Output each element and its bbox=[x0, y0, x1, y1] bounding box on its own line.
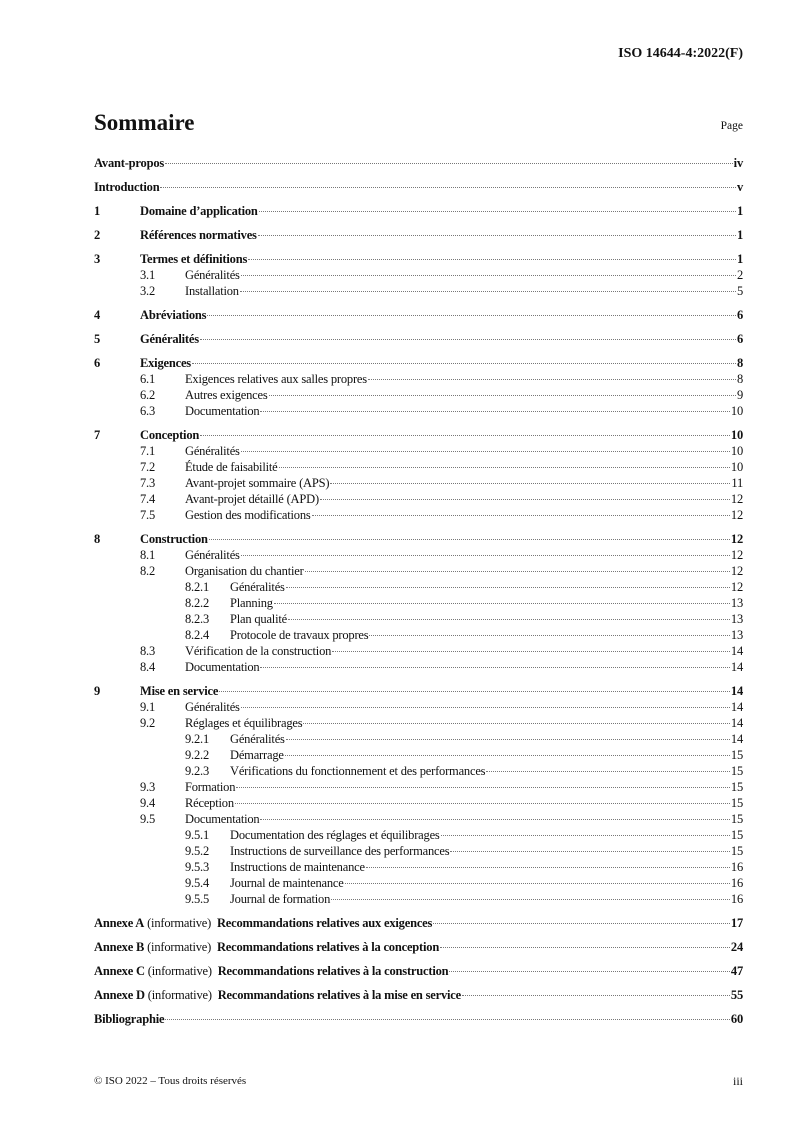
toc-number: 2 bbox=[94, 228, 101, 242]
toc-title: Recommandations relatives à la construction bbox=[217, 964, 449, 978]
toc-page: 12 bbox=[730, 508, 743, 522]
dot-leader bbox=[345, 883, 730, 884]
toc-title: Termes et définitions bbox=[140, 252, 248, 266]
toc-entry[interactable] bbox=[94, 563, 743, 579]
toc-title: Généralités bbox=[185, 268, 240, 282]
toc-title: Introduction bbox=[94, 180, 160, 194]
toc-page: 15 bbox=[730, 748, 743, 762]
dot-leader bbox=[241, 555, 730, 556]
toc-title: Généralités bbox=[185, 444, 240, 458]
toc-entry[interactable] bbox=[94, 859, 743, 875]
toc-entry[interactable] bbox=[94, 203, 743, 219]
toc-entry[interactable] bbox=[94, 403, 743, 419]
toc-title: Installation bbox=[185, 284, 239, 298]
toc-page: 9 bbox=[736, 388, 743, 402]
toc-number: 6.2 bbox=[140, 388, 156, 402]
toc-number: 9.2.2 bbox=[185, 748, 210, 762]
toc-page: 12 bbox=[730, 532, 743, 546]
page-column-label: Page bbox=[720, 120, 743, 132]
toc-entry[interactable] bbox=[94, 611, 743, 627]
dot-leader bbox=[165, 1019, 730, 1020]
toc-number: 9.5.2 bbox=[185, 844, 210, 858]
toc-entry[interactable] bbox=[94, 491, 743, 507]
dot-leader bbox=[274, 603, 730, 604]
toc-title: Documentation bbox=[185, 404, 260, 418]
toc-title: Instructions de surveillance des performances bbox=[230, 844, 450, 858]
toc-number: 7.5 bbox=[140, 508, 156, 522]
toc-title: Avant-projet détaillé (APD) bbox=[185, 492, 319, 506]
toc-entry[interactable] bbox=[94, 355, 743, 371]
toc-entry[interactable] bbox=[94, 307, 743, 323]
toc-number: 7 bbox=[94, 428, 101, 442]
toc-number: 9 bbox=[94, 684, 101, 698]
dot-leader bbox=[462, 995, 730, 996]
toc-number: 9.5.3 bbox=[185, 860, 210, 874]
toc-title: Vérification de la construction bbox=[185, 644, 332, 658]
dot-leader bbox=[288, 619, 730, 620]
toc-page: 14 bbox=[730, 716, 743, 730]
toc-number: 3 bbox=[94, 252, 101, 266]
toc-page: 15 bbox=[730, 812, 743, 826]
toc-page: 10 bbox=[730, 428, 743, 442]
toc-title: Mise en service bbox=[140, 684, 219, 698]
annex-label: Annexe A bbox=[94, 916, 145, 930]
toc-entry[interactable] bbox=[94, 659, 743, 675]
toc-entry[interactable] bbox=[94, 891, 743, 907]
toc-entry[interactable] bbox=[94, 371, 743, 387]
toc-title: Conception bbox=[140, 428, 200, 442]
toc-page: 8 bbox=[736, 372, 743, 386]
toc-entry[interactable] bbox=[94, 547, 743, 563]
toc-entry[interactable] bbox=[94, 827, 743, 843]
toc-entry[interactable] bbox=[94, 763, 743, 779]
toc-page: 15 bbox=[730, 780, 743, 794]
dot-leader bbox=[241, 451, 730, 452]
toc-number: 3.2 bbox=[140, 284, 156, 298]
toc-title: Généralités bbox=[230, 580, 285, 594]
toc-entry[interactable] bbox=[94, 843, 743, 859]
toc-page: 15 bbox=[730, 764, 743, 778]
toc-page: 14 bbox=[730, 660, 743, 674]
toc-number: 4 bbox=[94, 308, 101, 322]
dot-leader bbox=[165, 163, 733, 164]
dot-leader bbox=[331, 899, 730, 900]
annex-note: (informative) bbox=[147, 964, 212, 978]
toc-entry[interactable] bbox=[94, 643, 743, 659]
dot-leader bbox=[332, 651, 730, 652]
annex-note: (informative) bbox=[147, 916, 212, 930]
toc-entry[interactable] bbox=[94, 459, 743, 475]
toc-number: 9.2.3 bbox=[185, 764, 210, 778]
copyright: © ISO 2022 – Tous droits réservés bbox=[94, 1075, 247, 1087]
toc-page: 1 bbox=[736, 204, 743, 218]
toc-title: Références normatives bbox=[140, 228, 257, 242]
toc-entry[interactable] bbox=[94, 179, 743, 195]
toc-page: 15 bbox=[730, 844, 743, 858]
toc-entry[interactable] bbox=[94, 251, 743, 267]
toc-page: 1 bbox=[736, 252, 743, 266]
toc-page: 12 bbox=[730, 492, 743, 506]
toc-entry[interactable] bbox=[94, 747, 743, 763]
toc-page: 5 bbox=[736, 284, 743, 298]
dot-leader bbox=[320, 499, 730, 500]
toc-entry[interactable] bbox=[94, 795, 743, 811]
toc-page: 14 bbox=[730, 732, 743, 746]
toc-page: 15 bbox=[730, 828, 743, 842]
toc-page: 11 bbox=[731, 476, 743, 490]
toc-title: Généralités bbox=[140, 332, 199, 346]
toc-page: 13 bbox=[730, 628, 743, 642]
dot-leader bbox=[369, 635, 729, 636]
toc-title: Organisation du chantier bbox=[185, 564, 304, 578]
toc-title: Abréviations bbox=[140, 308, 207, 322]
dot-leader bbox=[260, 667, 729, 668]
toc-page: 13 bbox=[730, 612, 743, 626]
toc-number: 6 bbox=[94, 356, 101, 370]
toc-title: Construction bbox=[140, 532, 208, 546]
toc-title: Recommandations relatives aux exigences bbox=[216, 916, 433, 930]
toc-number: 9.5 bbox=[140, 812, 156, 826]
toc-page: v bbox=[736, 180, 743, 194]
dot-leader bbox=[486, 771, 730, 772]
toc-title: Formation bbox=[185, 780, 236, 794]
toc-entry[interactable] bbox=[94, 475, 743, 491]
toc-entry[interactable] bbox=[94, 939, 743, 955]
toc-number: 1 bbox=[94, 204, 101, 218]
toc-number: 8.2.4 bbox=[185, 628, 210, 642]
dot-leader bbox=[259, 211, 736, 212]
dot-leader bbox=[200, 339, 736, 340]
toc-entry[interactable] bbox=[94, 155, 743, 171]
toc-page: 47 bbox=[730, 964, 743, 978]
toc-title: Généralités bbox=[185, 548, 240, 562]
toc-entry[interactable] bbox=[94, 875, 743, 891]
toc-number: 8.4 bbox=[140, 660, 156, 674]
toc-entry[interactable] bbox=[94, 579, 743, 595]
toc-entry[interactable] bbox=[94, 507, 743, 523]
toc-title: Exigences relatives aux salles propres bbox=[185, 372, 367, 386]
toc-page: 8 bbox=[736, 356, 743, 370]
toc-title: Démarrage bbox=[230, 748, 284, 762]
toc-number: 8.3 bbox=[140, 644, 156, 658]
toc-number: 9.2 bbox=[140, 716, 156, 730]
toc-entry[interactable] bbox=[94, 443, 743, 459]
toc-page: 10 bbox=[730, 444, 743, 458]
toc-number: 7.2 bbox=[140, 460, 156, 474]
toc-title: Protocole de travaux propres bbox=[230, 628, 369, 642]
toc-entry[interactable] bbox=[94, 811, 743, 827]
toc-entry[interactable] bbox=[94, 283, 743, 299]
toc-number: 9.5.1 bbox=[185, 828, 210, 842]
toc-entry[interactable] bbox=[94, 595, 743, 611]
toc-page: 14 bbox=[730, 700, 743, 714]
dot-leader bbox=[260, 411, 729, 412]
toc-page: 24 bbox=[730, 940, 743, 954]
toc-number: 8.1 bbox=[140, 548, 156, 562]
dot-leader bbox=[286, 587, 730, 588]
toc-page: 16 bbox=[730, 876, 743, 890]
toc-page: 55 bbox=[730, 988, 743, 1002]
toc-title: Autres exigences bbox=[185, 388, 268, 402]
dot-leader bbox=[209, 539, 730, 540]
toc-number: 6.1 bbox=[140, 372, 156, 386]
toc-page: 12 bbox=[730, 548, 743, 562]
toc-title: Domaine d’application bbox=[140, 204, 258, 218]
dot-leader bbox=[207, 315, 736, 316]
toc-page: iv bbox=[733, 156, 743, 170]
dot-leader bbox=[241, 707, 730, 708]
dot-leader bbox=[449, 971, 729, 972]
toc-title: Gestion des modifications bbox=[185, 508, 311, 522]
dot-leader bbox=[236, 787, 730, 788]
toc-page: 14 bbox=[730, 644, 743, 658]
annex-note: (informative) bbox=[147, 988, 212, 1002]
dot-leader bbox=[279, 467, 730, 468]
toc-page: 60 bbox=[730, 1012, 743, 1026]
toc-title: Instructions de maintenance bbox=[230, 860, 365, 874]
toc-entry[interactable] bbox=[94, 715, 743, 731]
toc-entry[interactable] bbox=[94, 331, 743, 347]
toc-entry[interactable] bbox=[94, 531, 743, 547]
toc-title: Recommandations relatives à la conception bbox=[216, 940, 440, 954]
toc-entry[interactable] bbox=[94, 683, 743, 699]
dot-leader bbox=[260, 819, 729, 820]
toc-page: 16 bbox=[730, 892, 743, 906]
toc-number: 9.5.4 bbox=[185, 876, 210, 890]
toc-entry[interactable] bbox=[94, 987, 743, 1003]
dot-leader bbox=[248, 259, 736, 260]
toc-title: Réglages et équilibrages bbox=[185, 716, 303, 730]
toc-title: Journal de formation bbox=[230, 892, 331, 906]
toc-title: Réception bbox=[185, 796, 234, 810]
toc-title: Documentation bbox=[185, 812, 260, 826]
dot-leader bbox=[440, 947, 730, 948]
toc-number: 7.3 bbox=[140, 476, 156, 490]
toc-page: 6 bbox=[736, 332, 743, 346]
toc-number: 8.2 bbox=[140, 564, 156, 578]
page-number: iii bbox=[732, 1074, 743, 1088]
toc-number: 8.2.1 bbox=[185, 580, 210, 594]
dot-leader bbox=[433, 923, 730, 924]
toc-title: Documentation bbox=[185, 660, 260, 674]
toc-number: 5 bbox=[94, 332, 101, 346]
dot-leader bbox=[330, 483, 730, 484]
toc-title: Plan qualité bbox=[230, 612, 287, 626]
toc-title: Généralités bbox=[185, 700, 240, 714]
dot-leader bbox=[368, 379, 736, 380]
annex-note: (informative) bbox=[147, 940, 212, 954]
toc-page: 12 bbox=[730, 580, 743, 594]
table-of-contents bbox=[94, 155, 743, 1027]
toc-entry[interactable] bbox=[94, 427, 743, 443]
toc-title: Avant-projet sommaire (APS) bbox=[185, 476, 330, 490]
toc-entry[interactable] bbox=[94, 227, 743, 243]
toc-entry[interactable] bbox=[94, 915, 743, 931]
dot-leader bbox=[366, 867, 730, 868]
dot-leader bbox=[285, 755, 730, 756]
toc-title: Documentation des réglages et équilibrages bbox=[230, 828, 440, 842]
dot-leader bbox=[241, 275, 736, 276]
toc-entry[interactable] bbox=[94, 731, 743, 747]
dot-leader bbox=[305, 571, 730, 572]
toc-number: 8 bbox=[94, 532, 101, 546]
dot-leader bbox=[160, 187, 735, 188]
dot-leader bbox=[219, 691, 730, 692]
dot-leader bbox=[235, 803, 730, 804]
toc-title: Recommandations relatives à la mise en service bbox=[217, 988, 461, 1002]
toc-page: 16 bbox=[730, 860, 743, 874]
toc-entry[interactable] bbox=[94, 387, 743, 403]
toc-number: 9.2.1 bbox=[185, 732, 210, 746]
dot-leader bbox=[269, 395, 736, 396]
toc-number: 8.2.3 bbox=[185, 612, 210, 626]
dot-leader bbox=[192, 363, 736, 364]
dot-leader bbox=[286, 739, 730, 740]
toc-number: 9.4 bbox=[140, 796, 156, 810]
toc-page: 13 bbox=[730, 596, 743, 610]
toc-entry[interactable] bbox=[94, 627, 743, 643]
toc-number: 9.1 bbox=[140, 700, 156, 714]
toc-title: Bibliographie bbox=[94, 1012, 165, 1026]
toc-title: Étude de faisabilité bbox=[185, 460, 278, 474]
toc-page: 2 bbox=[736, 268, 743, 282]
toc-entry[interactable] bbox=[94, 963, 743, 979]
toc-page: 10 bbox=[730, 404, 743, 418]
toc-number: 8.2.2 bbox=[185, 596, 210, 610]
toc-title: Avant-propos bbox=[94, 156, 165, 170]
toc-page: 12 bbox=[730, 564, 743, 578]
toc-number: 9.5.5 bbox=[185, 892, 210, 906]
toc-title: Vérifications du fonctionnement et des performances bbox=[230, 764, 486, 778]
toc-entry[interactable] bbox=[94, 267, 743, 283]
toc-number: 9.3 bbox=[140, 780, 156, 794]
document-id: ISO 14644-4:2022(F) bbox=[618, 46, 743, 61]
dot-leader bbox=[441, 835, 730, 836]
toc-entry[interactable] bbox=[94, 699, 743, 715]
dot-leader bbox=[240, 291, 736, 292]
dot-leader bbox=[200, 435, 730, 436]
dot-leader bbox=[258, 235, 736, 236]
annex-label: Annexe B bbox=[94, 940, 145, 954]
dot-leader bbox=[450, 851, 730, 852]
toc-page: 1 bbox=[736, 228, 743, 242]
toc-number: 7.1 bbox=[140, 444, 156, 458]
toc-title: Planning bbox=[230, 596, 273, 610]
page-title: Sommaire bbox=[94, 110, 195, 135]
toc-page: 6 bbox=[736, 308, 743, 322]
toc-number: 7.4 bbox=[140, 492, 156, 506]
toc-page: 14 bbox=[730, 684, 743, 698]
toc-page: 15 bbox=[730, 796, 743, 810]
toc-title: Journal de maintenance bbox=[230, 876, 344, 890]
dot-leader bbox=[303, 723, 730, 724]
dot-leader bbox=[312, 515, 730, 516]
annex-label: Annexe D bbox=[94, 988, 145, 1002]
toc-entry[interactable] bbox=[94, 1011, 743, 1027]
toc-number: 3.1 bbox=[140, 268, 156, 282]
toc-page: 10 bbox=[730, 460, 743, 474]
toc-entry[interactable] bbox=[94, 779, 743, 795]
toc-title: Exigences bbox=[140, 356, 191, 370]
toc-number: 6.3 bbox=[140, 404, 156, 418]
annex-label: Annexe C bbox=[94, 964, 145, 978]
toc-title: Généralités bbox=[230, 732, 285, 746]
toc-page: 17 bbox=[730, 916, 743, 930]
